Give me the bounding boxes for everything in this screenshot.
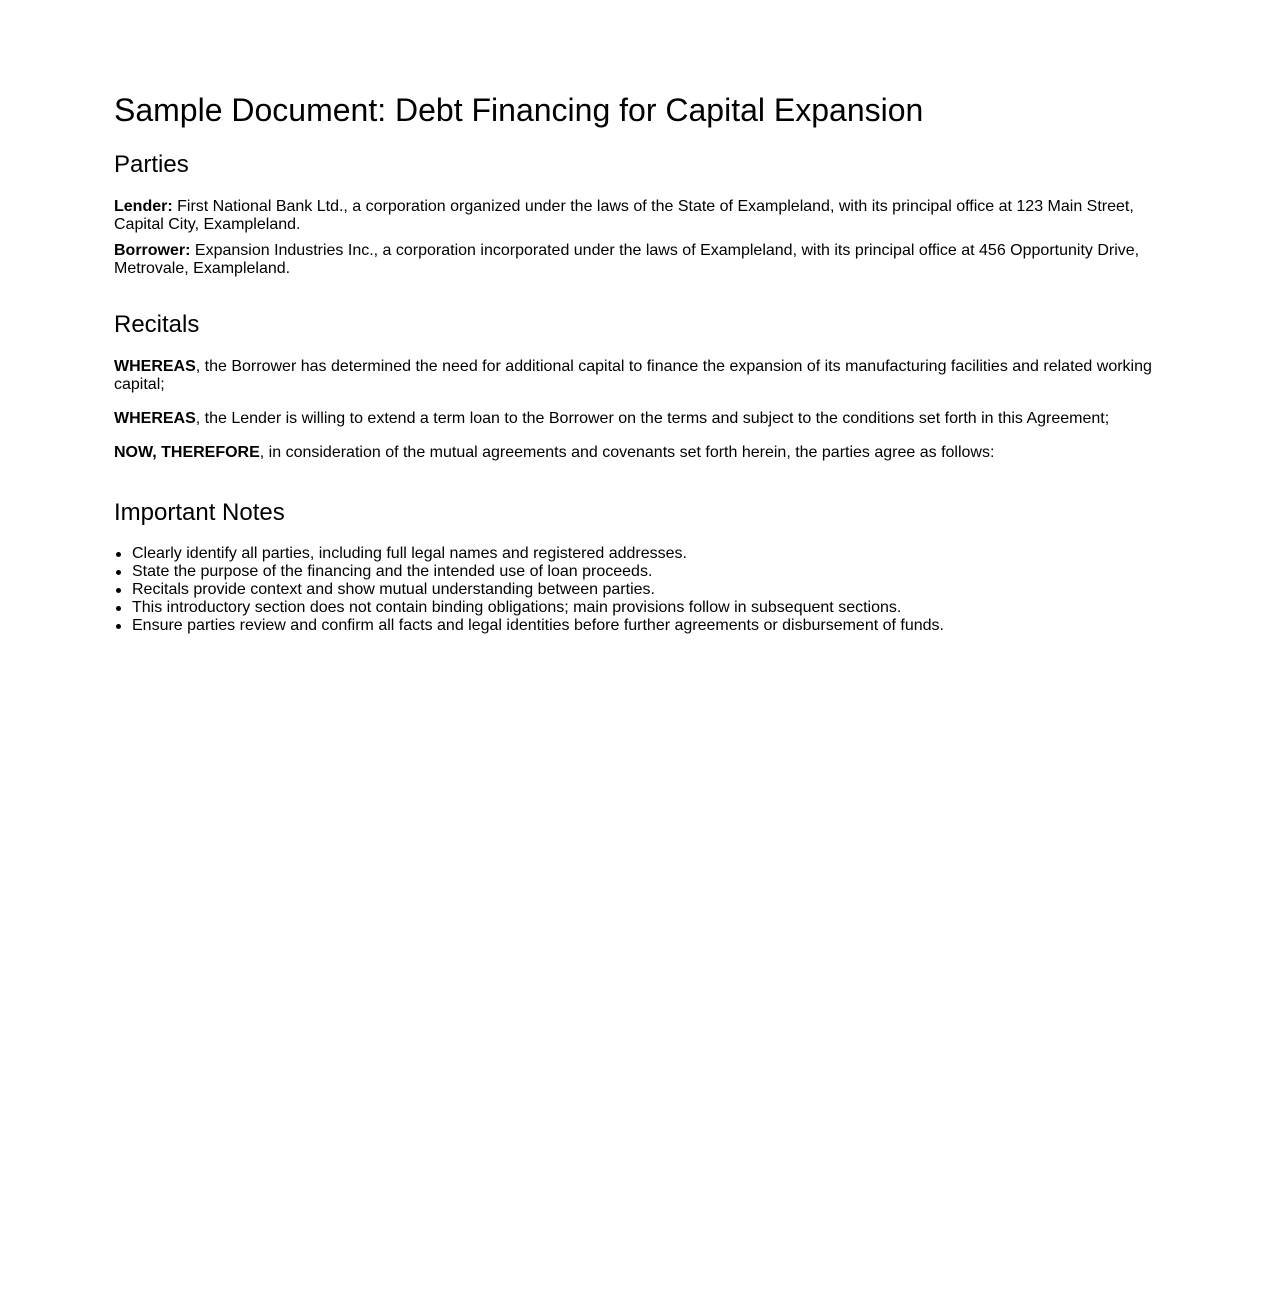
recital-lead: WHEREAS bbox=[114, 410, 196, 427]
notes-heading: Important Notes bbox=[114, 499, 285, 526]
bullet-icon bbox=[116, 570, 121, 575]
recital-paragraph bbox=[114, 444, 1164, 462]
lender-text: First National Bank Ltd., a corporation organized under the laws of the State of Exampleland, with its principal office at 123 Main Street, Capital City, Exampleland. bbox=[114, 198, 1134, 233]
recitals-heading: Recitals bbox=[114, 311, 200, 338]
recital-text: , the Borrower has determined the need for additional capital to finance the expansion of its manufacturing facilities and related working capital; bbox=[114, 358, 1152, 393]
borrower-label: Borrower: bbox=[114, 242, 191, 259]
page-title: Sample Document: Debt Financing for Capital Expansion bbox=[114, 92, 924, 128]
notes-list bbox=[114, 545, 1164, 635]
bullet-icon bbox=[116, 588, 121, 593]
recital-paragraph bbox=[114, 358, 1164, 394]
bullet-icon bbox=[116, 606, 121, 611]
bullet-icon bbox=[116, 552, 121, 557]
lender-paragraph bbox=[114, 198, 1164, 234]
bullet-icon bbox=[116, 624, 121, 629]
borrower-text: Expansion Industries Inc., a corporation incorporated under the laws of Exampleland, with its principal office at 456 Opportunity Drive, Metrovale, Exampleland. bbox=[114, 242, 1140, 277]
recital-paragraph bbox=[114, 410, 1164, 428]
recital-lead: WHEREAS bbox=[114, 358, 196, 375]
borrower-paragraph bbox=[114, 242, 1164, 278]
list-item: State the purpose of the financing and the intended use of loan proceeds. bbox=[114, 563, 1164, 581]
parties-heading: Parties bbox=[114, 151, 189, 178]
list-item: Clearly identify all parties, including full legal names and registered addresses. bbox=[114, 545, 1164, 563]
recital-text: , in consideration of the mutual agreements and covenants set forth herein, the parties agree as follows: bbox=[259, 444, 995, 461]
list-item: Ensure parties review and confirm all facts and legal identities before further agreements or disbursement of funds. bbox=[114, 617, 1164, 635]
list-item: Recitals provide context and show mutual understanding between parties. bbox=[114, 581, 1164, 599]
lender-label: Lender: bbox=[114, 198, 173, 215]
list-item: This introductory section does not contain binding obligations; main provisions follow in subsequent sections. bbox=[114, 599, 1164, 617]
recital-lead: NOW, THEREFORE bbox=[114, 444, 260, 461]
recital-text: , the Lender is willing to extend a term loan to the Borrower on the terms and subject to the conditions set forth in this Agreement; bbox=[195, 410, 1110, 427]
